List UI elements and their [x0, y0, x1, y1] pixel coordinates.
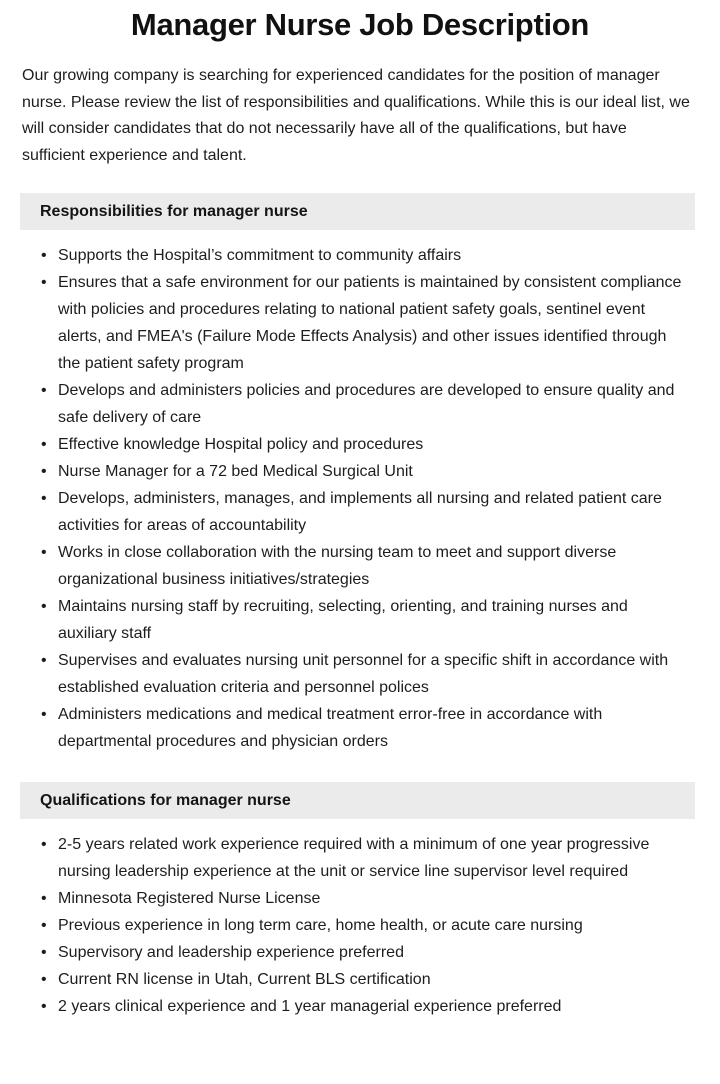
- list-item: • Nurse Manager for a 72 bed Medical Surgical Unit: [0, 458, 720, 485]
- qualifications-list: [0, 819, 720, 1020]
- qualifications-section-header: [20, 782, 695, 819]
- list-item: • 2-5 years related work experience required with a minimum of one year progressive nursing leadership experience at the unit or service line supervisor level required: [0, 831, 720, 885]
- responsibilities-section: [0, 193, 720, 755]
- list-item: • Current RN license in Utah, Current BLS certification: [0, 966, 720, 993]
- list-item: • Supports the Hospital’s commitment to community affairs: [0, 242, 720, 269]
- list-item: • Develops and administers policies and procedures are developed to ensure quality and safe delivery of care: [0, 377, 720, 431]
- responsibilities-heading-label: Responsibilities for manager nurse: [40, 202, 308, 220]
- list-item: • Works in close collaboration with the nursing team to meet and support diverse organizational business initiatives/strategies: [0, 539, 720, 593]
- list-item: • Ensures that a safe environment for our patients is maintained by consistent compliance with policies and procedures relating to national patient safety goals, sentinel event alerts, and FMEA's (Failure Mode Effects Analysis) and other issues identified through the patient safety program: [0, 269, 720, 377]
- qualifications-section: [0, 782, 720, 1020]
- list-item: • Effective knowledge Hospital policy and procedures: [0, 431, 720, 458]
- list-item: • Administers medications and medical treatment error-free in accordance with departmental procedures and physician orders: [0, 701, 720, 755]
- list-item: • Supervisory and leadership experience preferred: [0, 939, 720, 966]
- list-item: • Minnesota Registered Nurse License: [0, 885, 720, 912]
- responsibilities-list: [0, 230, 720, 755]
- list-item: • 2 years clinical experience and 1 year managerial experience preferred: [0, 993, 720, 1020]
- intro-paragraph: Our growing company is searching for experienced candidates for the position of manager nurse. Please review the list of responsibilities and qualifications. While this is our ideal list, we will consider candidates that do not necessarily have all of the qualifications, but have sufficient experience and talent.: [22, 67, 690, 164]
- list-item: • Develops, administers, manages, and implements all nursing and related patient care activities for areas of accountability: [0, 485, 720, 539]
- responsibilities-section-header: [20, 193, 695, 230]
- list-item: • Supervises and evaluates nursing unit personnel for a specific shift in accordance with established evaluation criteria and personnel polices: [0, 647, 720, 701]
- page-title: Manager Nurse Job Description: [130, 7, 590, 42]
- list-item: • Maintains nursing staff by recruiting, selecting, orienting, and training nurses and auxiliary staff: [0, 593, 720, 647]
- list-item: • Previous experience in long term care, home health, or acute care nursing: [0, 912, 720, 939]
- qualifications-heading-label: Qualifications for manager nurse: [40, 791, 291, 809]
